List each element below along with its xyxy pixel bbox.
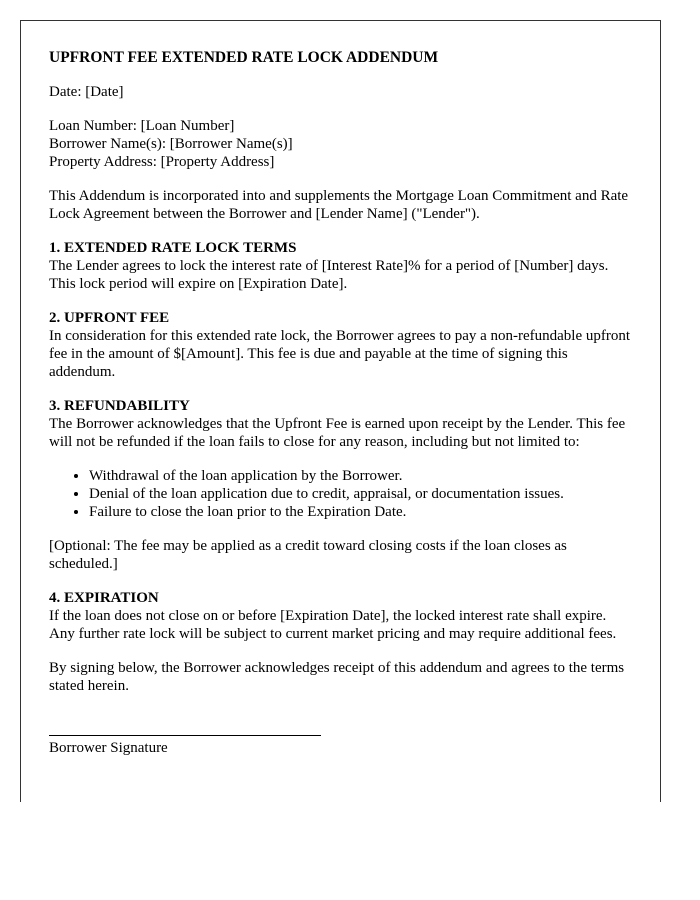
section-body: The Lender agrees to lock the interest rate of [Interest Rate]% for a period of [Number] days. This lock period will expire on [Expiration Date]. — [49, 258, 609, 292]
date-line: Date: [Date] — [49, 84, 124, 100]
section-body: If the loan does not close on or before [Expiration Date], the locked interest rate shall expire. Any further rate lock will be subject to current market pricing and may require additional fees. — [49, 608, 617, 642]
intro-paragraph: This Addendum is incorporated into and supplements the Mortgage Loan Commitment and Rate Lock Agreement between the Borrower and [Lender Name] ("Lender"). — [49, 188, 629, 222]
section-heading: 2. UPFRONT FEE — [49, 310, 170, 326]
refund-exclusions-list — [49, 467, 632, 521]
property-address: Property Address: [Property Address] — [49, 154, 275, 170]
section-body: The Borrower acknowledges that the Upfront Fee is earned upon receipt by the Lender. This fee will not be refunded if the loan fails to close for any reason, including but not limited to: — [49, 416, 626, 450]
loan-number: Loan Number: [Loan Number] — [49, 118, 235, 134]
list-item: • Withdrawal of the loan application by the Borrower. — [89, 467, 632, 485]
document-title: UPFRONT FEE EXTENDED RATE LOCK ADDENDUM — [49, 49, 439, 66]
loan-info — [49, 117, 632, 171]
section-heading: 1. EXTENDED RATE LOCK TERMS — [49, 240, 297, 256]
closing-paragraph: By signing below, the Borrower acknowledges receipt of this addendum and agrees to the terms stated herein. — [49, 660, 625, 694]
borrower-signature-line: Borrower Signature — [49, 735, 321, 757]
section-body: In consideration for this extended rate lock, the Borrower agrees to pay a non-refundable upfront fee in the amount of $[Amount]. This fee is due and payable at the time of signing this addendum. — [49, 328, 631, 380]
borrower-names: Borrower Name(s): [Borrower Name(s)] — [49, 136, 293, 152]
list-item: • Denial of the loan application due to credit, appraisal, or documentation issues. — [89, 485, 632, 503]
addendum-document — [20, 20, 661, 802]
optional-clause: [Optional: The fee may be applied as a credit toward closing costs if the loan closes as scheduled.] — [49, 538, 567, 572]
section-heading: 3. REFUNDABILITY — [49, 398, 190, 414]
section-heading: 4. EXPIRATION — [49, 590, 159, 606]
list-item: • Failure to close the loan prior to the Expiration Date. — [89, 503, 632, 521]
